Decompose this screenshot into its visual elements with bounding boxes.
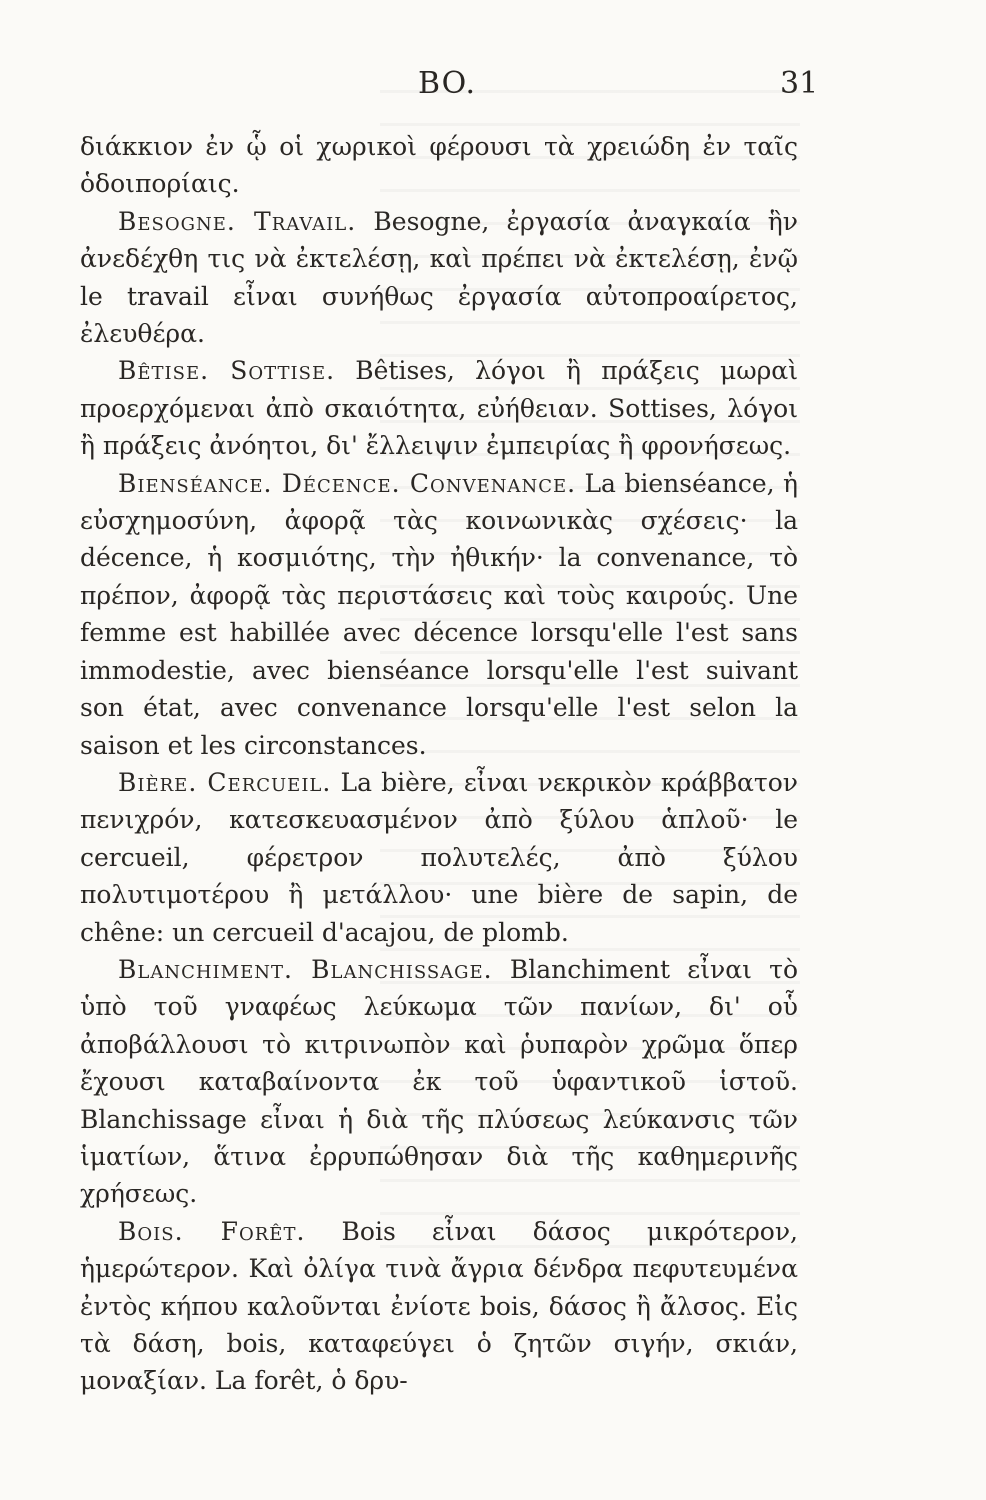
entry-text: Bêtises, λόγοι ἢ πράξεις μωραὶ προερχόμεναι ἀπὸ σκαιότητα, εὐήθειαν. Sottises, λόγοι ἢ πράξεις ἀνόητοι, δι' ἔλλειψιν ἐμπειρίας ἢ φρονήσεως.	[80, 356, 798, 461]
entry-text: διάκκιον ἐν ᾧ οἱ χωρικοὶ φέρουσι τὰ χρειώδη ἐν ταῖς ὁδοιπορίαις.	[80, 132, 798, 199]
entry-headword: Bienséance. Décence. Convenance.	[118, 468, 577, 498]
page-body	[80, 128, 798, 1400]
entry-biere	[80, 764, 798, 951]
entry-continuation	[80, 128, 798, 203]
entry-besogne	[80, 203, 798, 353]
entry-betise	[80, 352, 798, 464]
entry-text: La bienséance, ἡ εὐσχημοσύνη, ἀφορᾷ τὰς κοινωνικὰς σχέσεις· la décence, ἡ κοσμιότης, τὴν ἠθικήν· la convenance, τὸ πρέπον, ἀφορᾷ τὰς περιστάσεις καὶ τοὺς καιρούς. Une femme est habillée avec décence lorsqu'elle l'est sans immodestie, avec bienséance lorsqu'elle l'est suivant son état, avec convenance lorsqu'elle l'est selon la saison et les circonstances.	[80, 468, 798, 760]
entry-text: Besogne, ἐργασία ἀναγκαία ἣν ἀνεδέχθη τις νὰ ἐκτελέσῃ, καὶ πρέπει νὰ ἐκτελέσῃ, ἐνῷ le travail εἶναι συνήθως ἐργασία αὐτοπροαίρετος, ἐλευθέρα.	[80, 206, 798, 349]
entry-text: Bois εἶναι δάσος μικρότερον, ἡμερώτερον. Καὶ ὀλίγα τινὰ ἄγρια δένδρα πεφυτευμένα ἐντὸς κήπου καλοῦνται ἐνίοτε bois, δάσος ἢ ἄλσος. Εἰς τὰ δάση, bois, καταφεύγει ὁ ζητῶν σιγήν, σκιάν, μοναξίαν. La forêt, ὁ δρυ-	[80, 1216, 798, 1396]
page-number: 31	[780, 66, 819, 101]
entry-headword: Bêtise. Sottise.	[118, 356, 336, 386]
entry-headword: Bière. Cercueil.	[118, 767, 332, 797]
entry-bois	[80, 1213, 798, 1400]
entry-blanchiment	[80, 951, 798, 1213]
entry-text: Blanchiment εἶναι τὸ ὑπὸ τοῦ γναφέως λεύκωμα τῶν πανίων, δι' οὗ ἀποβάλλουσι τὸ κιτρινωπὸν καὶ ῥυπαρὸν χρῶμα ὅπερ ἔχουσι καταβαίνοντα ἐκ τοῦ ὑφαντικοῦ ἱστοῦ. Blanchissage εἶναι ἡ διὰ τῆς πλύσεως λεύκανσις τῶν ἱματίων, ἅτινα ἐρρυπώθησαν διὰ τῆς καθημερινῆς χρήσεως.	[80, 954, 799, 1209]
entry-headword: Besogne. Travail.	[118, 206, 357, 236]
entry-bienseance	[80, 465, 798, 764]
entry-headword: Bois. Forêt.	[118, 1216, 306, 1246]
entry-text: La bière, εἶναι νεκρικὸν κράββατον πενιχρόν, κατεσκευασμένον ἀπὸ ξύλου ἁπλοῦ· le cercueil, φέρετρον πολυτελές, ἀπὸ ξύλου πολυτιμοτέρου ἢ μετάλλου· une bière de sapin, de chêne: un cercueil d'acajou, de plomb.	[80, 767, 799, 947]
entry-headword: Blanchiment. Blanchissage.	[118, 954, 493, 984]
running-head: BO.	[418, 66, 476, 101]
page-header	[0, 66, 986, 106]
